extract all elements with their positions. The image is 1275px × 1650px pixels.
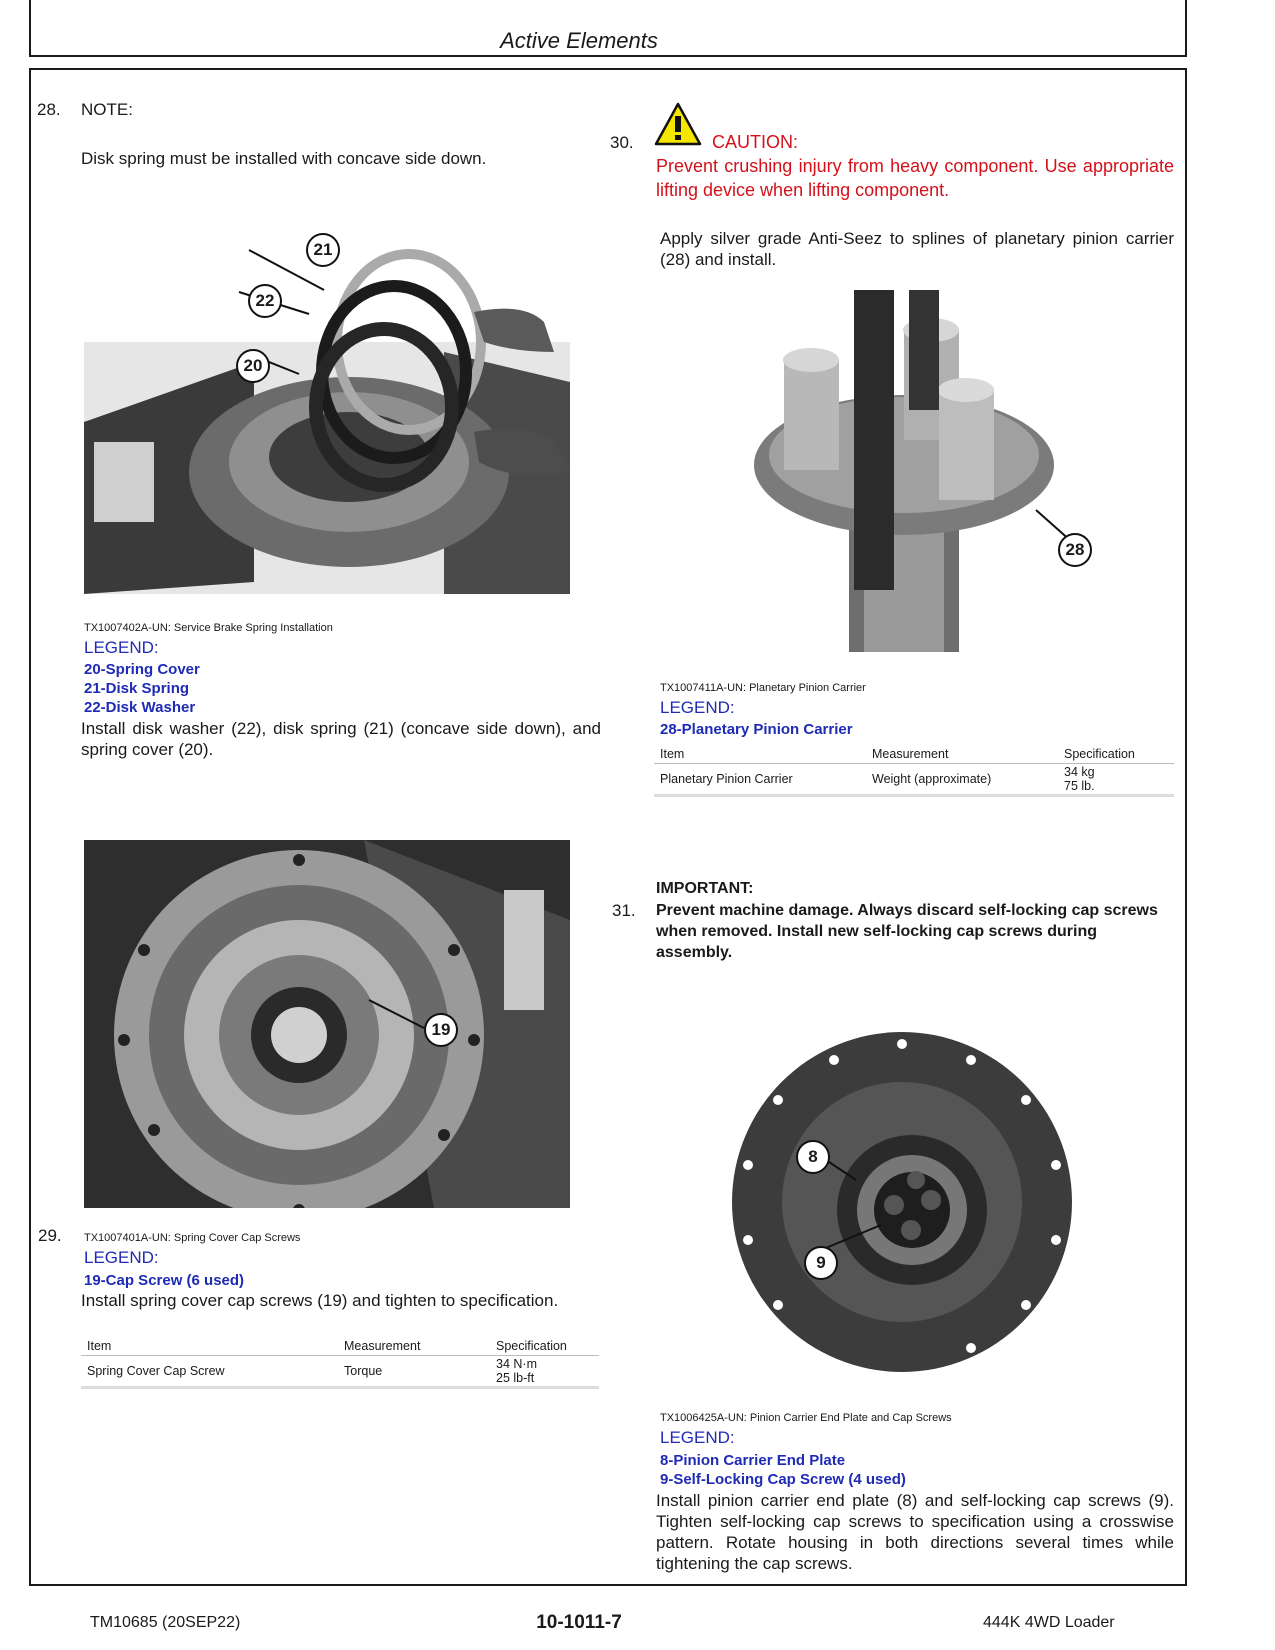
footer-page-number: 10-1011-7 [536, 1612, 622, 1633]
figure-caption: TX1007411A-UN: Planetary Pinion Carrier [660, 682, 866, 694]
pinion-carrier-end-plate-photo [726, 1030, 1078, 1374]
footer-manual-id: TM10685 (20SEP22) [90, 1614, 241, 1631]
spec-value: 34 kg [1064, 765, 1095, 779]
spec-table [654, 745, 1174, 797]
callout-21: 21 [306, 233, 340, 267]
table-header: Specification [1058, 745, 1174, 764]
warning-icon [654, 102, 702, 146]
callout-19: 19 [424, 1013, 458, 1047]
figure-caption: TX1007401A-UN: Spring Cover Cap Screws [84, 1232, 301, 1244]
legend-item: 9-Self-Locking Cap Screw (4 used) [660, 1471, 906, 1488]
legend-title: LEGEND: [660, 1428, 735, 1447]
legend-item: 19-Cap Screw (6 used) [84, 1272, 245, 1289]
instruction-text: Install pinion carrier end plate (8) and self-locking cap screws (9). Tighten self-locking cap screws to specification using a crosswise pattern. Rotate housing in both directions several times while tightening the cap screws. [656, 1491, 1174, 1573]
table-cell [490, 1356, 599, 1388]
callout-20: 20 [236, 349, 270, 383]
legend-list [660, 1451, 906, 1489]
table-cell: Spring Cover Cap Screw [81, 1356, 338, 1388]
planetary-pinion-carrier-photo [754, 290, 1124, 652]
table-header: Measurement [338, 1337, 490, 1356]
table-cell: Weight (approximate) [866, 764, 1058, 796]
caution-text: Prevent crushing injury from heavy component. Use appropriate lifting device when lifting component. [656, 156, 1174, 200]
table-header: Specification [490, 1337, 599, 1356]
callout-22: 22 [248, 284, 282, 318]
step-number-28: 28. [37, 100, 61, 119]
step-number-29: 29. [38, 1226, 62, 1245]
legend-title: LEGEND: [84, 1248, 159, 1267]
note-text: Disk spring must be installed with concave side down. [81, 149, 487, 168]
instruction-text: Install spring cover cap screws (19) and tighten to specification. [81, 1291, 559, 1310]
legend-item: 28-Planetary Pinion Carrier [660, 721, 853, 738]
page-title: Active Elements [500, 28, 658, 53]
callout-9: 9 [804, 1246, 838, 1280]
legend-item: 20-Spring Cover [84, 661, 200, 678]
table-header: Item [654, 745, 866, 764]
table-cell: Planetary Pinion Carrier [654, 764, 866, 796]
spring-cover-photo [84, 840, 570, 1208]
legend-title: LEGEND: [660, 698, 735, 717]
spec-value: 75 lb. [1064, 779, 1095, 793]
table-header: Measurement [866, 745, 1058, 764]
step-number-31: 31. [612, 901, 636, 920]
table-row [654, 764, 1174, 796]
step-number-30: 30. [610, 133, 634, 152]
footer-machine-name: 444K 4WD Loader [983, 1614, 1115, 1631]
legend-item: 22-Disk Washer [84, 699, 196, 716]
callout-8: 8 [796, 1140, 830, 1174]
table-row [81, 1356, 599, 1388]
legend-list [84, 1271, 244, 1290]
spec-value: 25 lb-ft [496, 1371, 535, 1385]
instruction-text: Apply silver grade Anti-Seez to splines of planetary pinion carrier (28) and install. [660, 229, 1174, 269]
callout-28: 28 [1058, 533, 1092, 567]
legend-title: LEGEND: [84, 638, 159, 657]
table-header-row [654, 745, 1174, 764]
legend-list [660, 720, 853, 739]
legend-list [84, 660, 200, 717]
table-header: Item [81, 1337, 338, 1356]
table-header-row [81, 1337, 599, 1356]
table-cell: Torque [338, 1356, 490, 1388]
instruction-text: Install disk washer (22), disk spring (21) (concave side down), and spring cover (20). [81, 719, 601, 759]
important-label: IMPORTANT: [656, 880, 754, 897]
figure-caption: TX1007402A-UN: Service Brake Spring Installation [84, 622, 333, 634]
spec-value: 34 N·m [496, 1357, 537, 1371]
legend-item: 21-Disk Spring [84, 680, 190, 697]
caution-label: CAUTION: [712, 132, 799, 152]
table-cell [1058, 764, 1174, 796]
service-brake-spring-photo [84, 242, 570, 594]
important-text: Prevent machine damage. Always discard self-locking cap screws when removed. Install new self-locking cap screws during assembly. [656, 902, 1158, 961]
spec-table [81, 1337, 599, 1389]
legend-item: 8-Pinion Carrier End Plate [660, 1452, 846, 1469]
figure-caption: TX1006425A-UN: Pinion Carrier End Plate and Cap Screws [660, 1412, 952, 1424]
note-label: NOTE: [81, 100, 133, 119]
